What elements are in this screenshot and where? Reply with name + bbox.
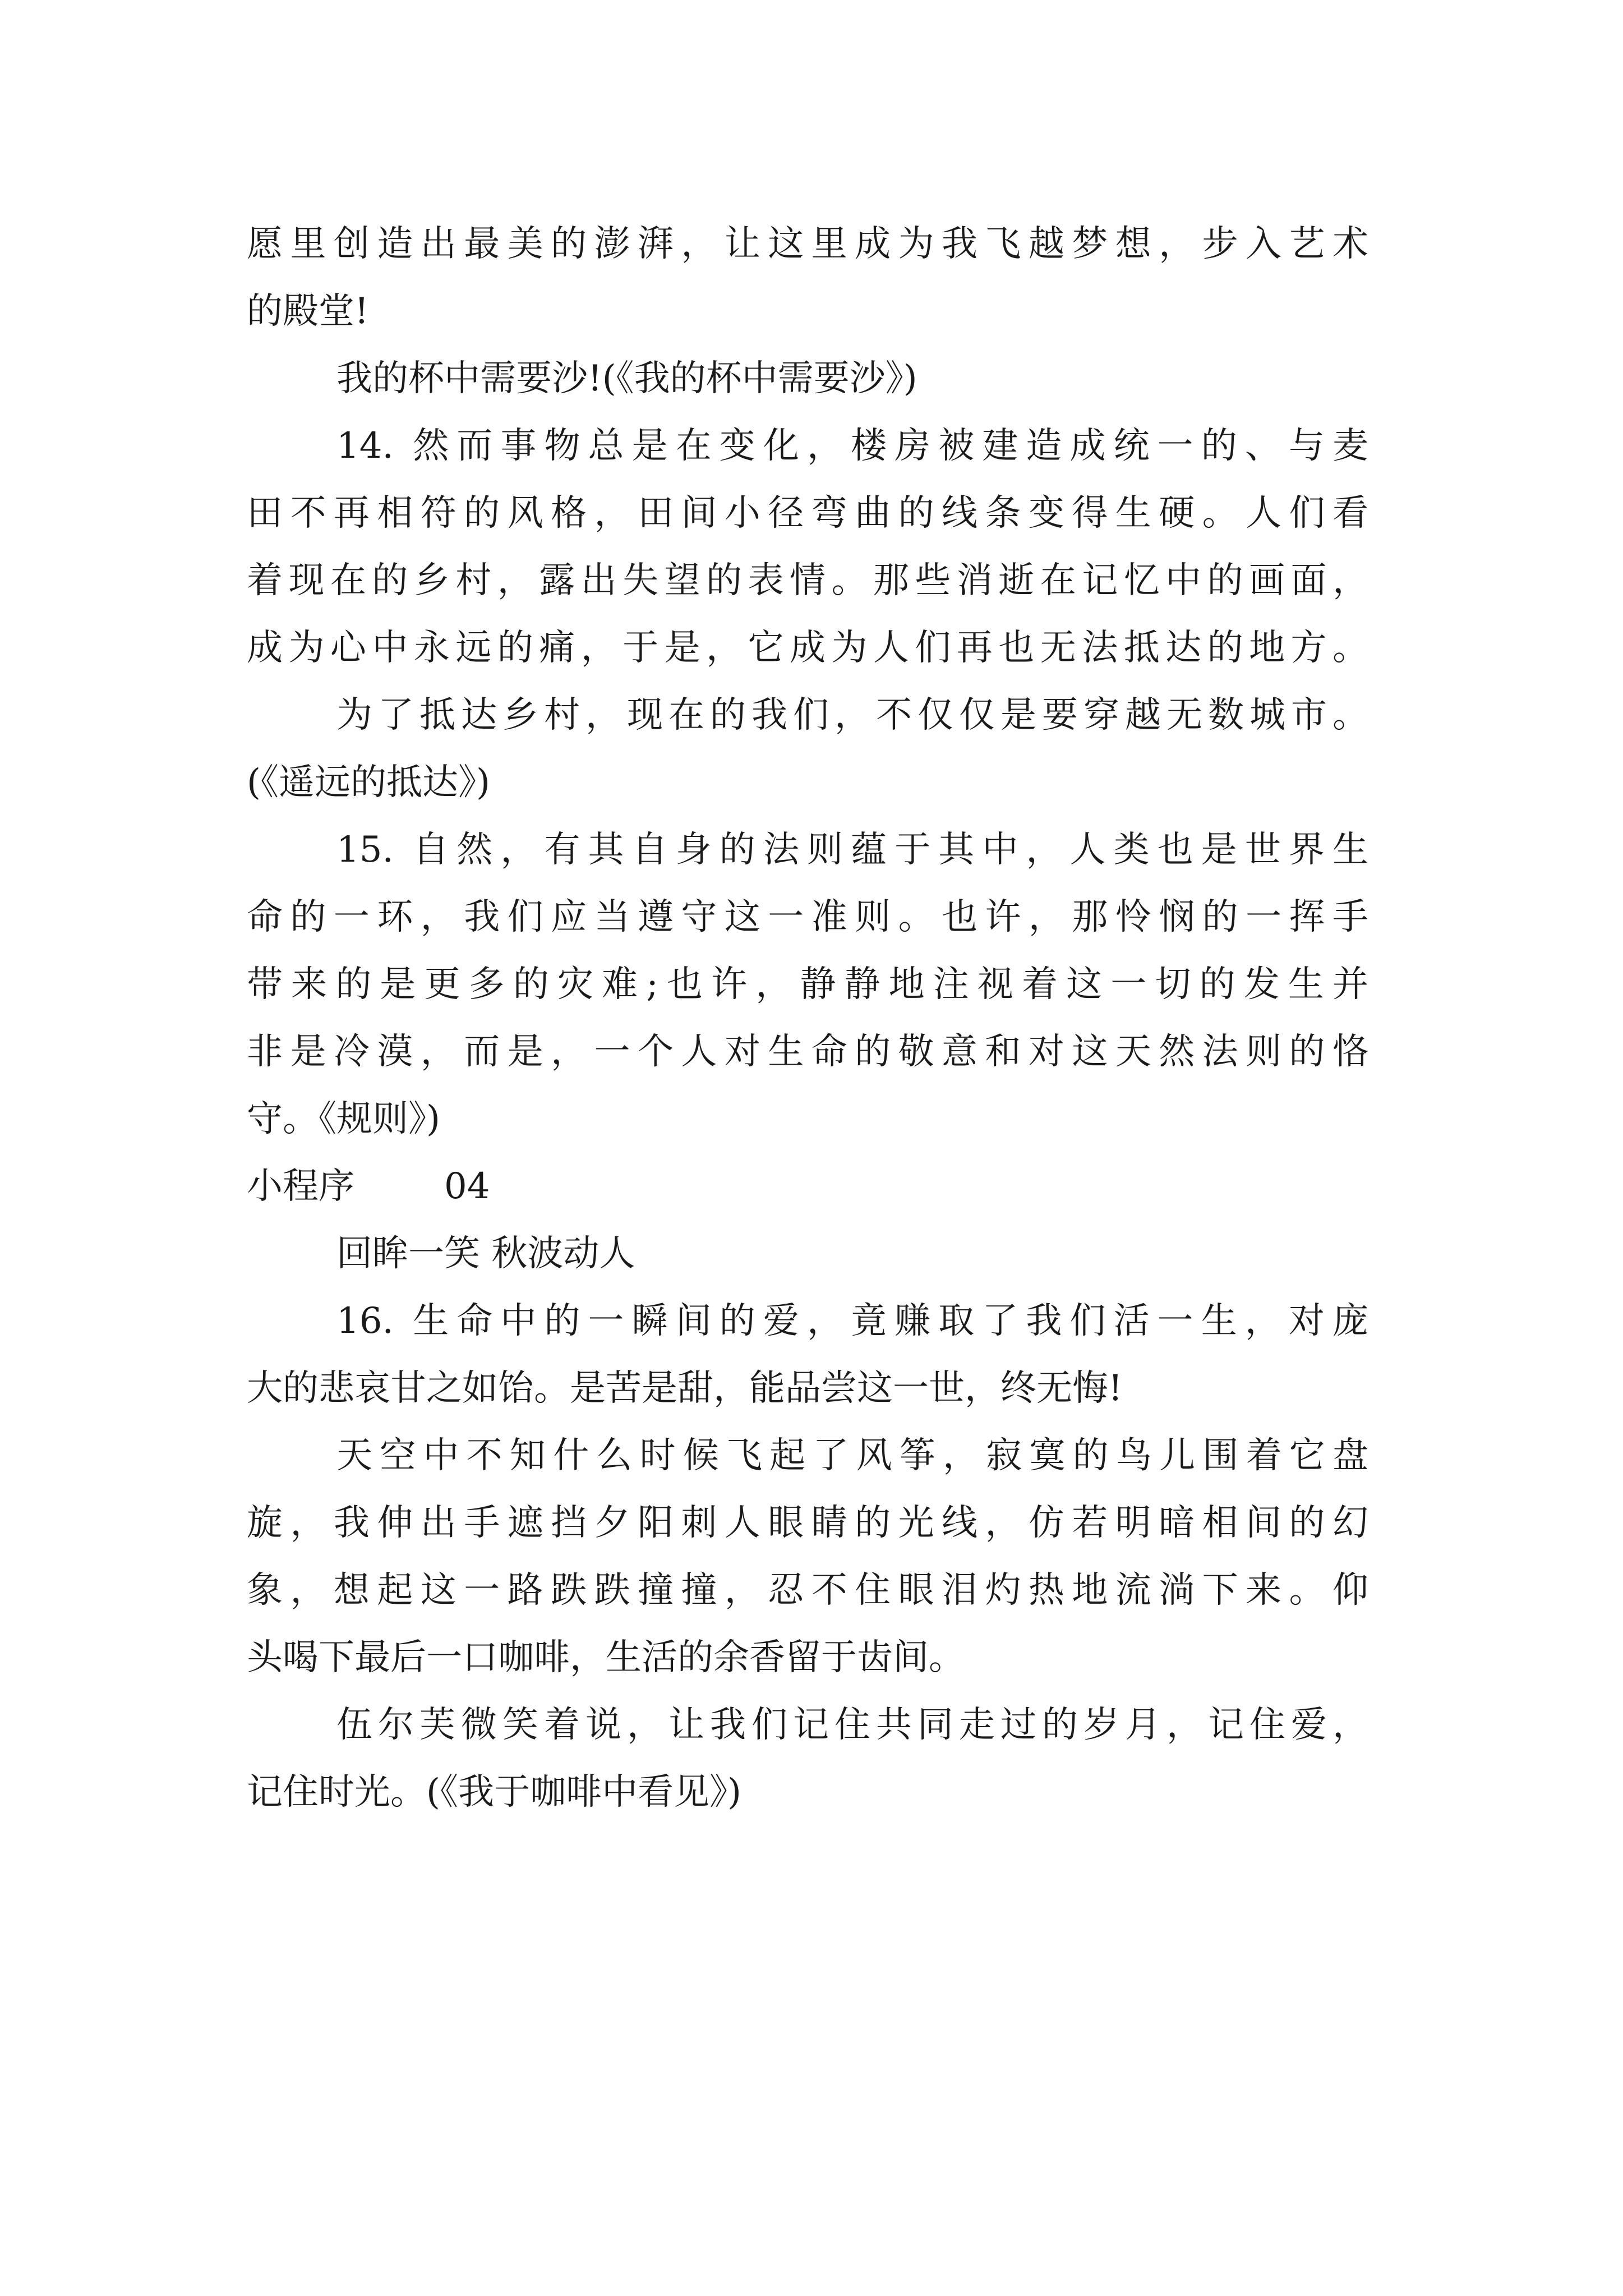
paragraph-line: 16. 生命中的一瞬间的爱，竟赚取了我们活一生，对庞	[336, 1300, 1368, 1342]
section-heading	[247, 1164, 490, 1209]
paragraph-line: 记住时光。(《我于咖啡中看见》)	[247, 1772, 741, 1813]
paragraph-line: 愿里创造出最美的澎湃，让这里成为我飞越梦想，步入艺术	[247, 223, 1368, 265]
section-subtitle: 回眸一笑 秋波动人	[336, 1233, 635, 1274]
paragraph-line: 14. 然而事物总是在变化，楼房被建造成统一的、与麦	[336, 425, 1368, 467]
paragraph-line: 非是冷漠，而是，一个人对生命的敬意和对这天然法则的恪	[247, 1031, 1368, 1073]
paragraph-line: 象，想起这一路跌跌撞撞，忍不住眼泪灼热地流淌下来。仰	[247, 1570, 1368, 1611]
paragraph-line: 旋，我伸出手遮挡夕阳刺人眼睛的光线，仿若明暗相间的幻	[247, 1502, 1368, 1544]
section-label: 小程序	[247, 1166, 354, 1207]
paragraph-line: 命的一环，我们应当遵守这一准则。也许，那怜悯的一挥手	[247, 896, 1368, 938]
paragraph-line: 天空中不知什么时候飞起了风筝，寂寞的鸟儿围着它盘	[336, 1435, 1368, 1476]
paragraph-line: 我的杯中需要沙!(《我的杯中需要沙》)	[336, 358, 917, 399]
paragraph-line: 守。《规则》)	[247, 1098, 440, 1140]
paragraph-line: 带来的是更多的灾难;也许，静静地注视着这一切的发生并	[247, 964, 1368, 1005]
paragraph-line: (《遥远的抵达》)	[247, 762, 490, 803]
paragraph-line: 15. 自然，有其自身的法则蕴于其中，人类也是世界生	[336, 829, 1368, 871]
paragraph-line: 的殿堂!	[247, 291, 369, 332]
paragraph-line: 田不再相符的风格，田间小径弯曲的线条变得生硬。人们看	[247, 493, 1368, 534]
paragraph-line: 头喝下最后一口咖啡，生活的余香留于齿间。	[247, 1637, 965, 1678]
paragraph-line: 成为心中永远的痛，于是，它成为人们再也无法抵达的地方。	[247, 627, 1368, 669]
paragraph-line: 大的悲哀甘之如饴。是苦是甜，能品尝这一世，终无悔!	[247, 1368, 1123, 1409]
paragraph-line: 伍尔芙微笑着说，让我们记住共同走过的岁月，记住爱，	[336, 1704, 1368, 1746]
section-number: 04	[444, 1166, 490, 1207]
paragraph-line: 为了抵达乡村，现在的我们，不仅仅是要穿越无数城市。	[336, 694, 1368, 736]
paragraph-line: 着现在的乡村，露出失望的表情。那些消逝在记忆中的画面，	[247, 560, 1368, 601]
